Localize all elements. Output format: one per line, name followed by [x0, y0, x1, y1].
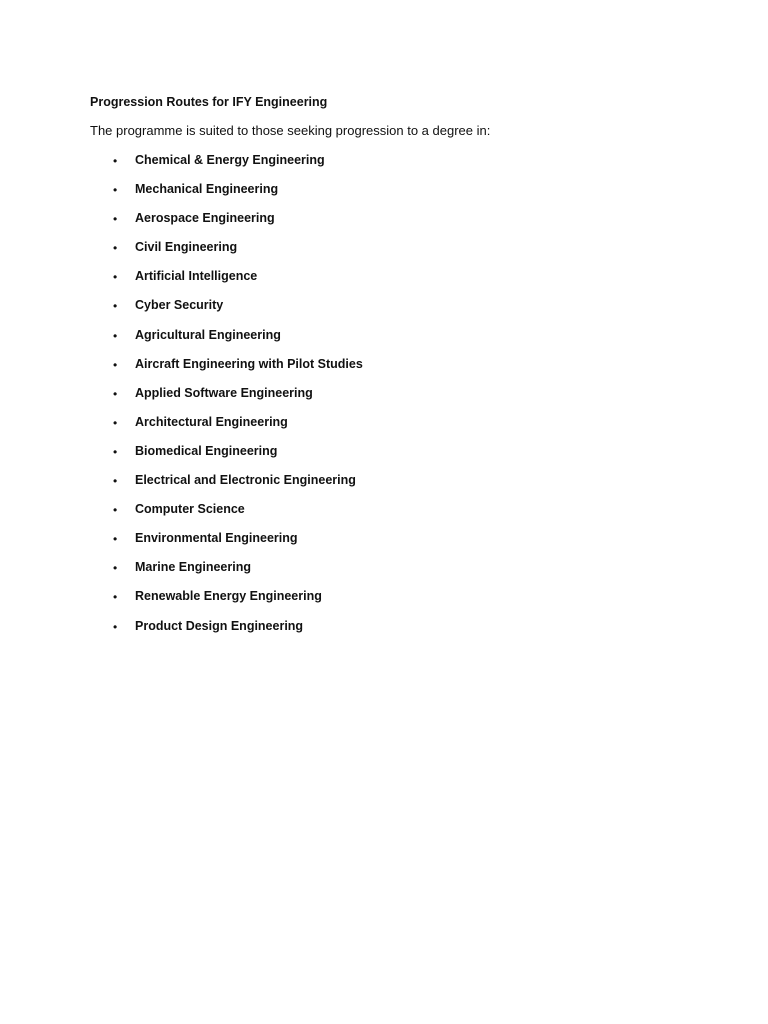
degree-label: Marine Engineering — [135, 560, 251, 575]
degree-label: Agricultural Engineering — [135, 327, 281, 342]
bullet-icon: • — [113, 328, 118, 343]
list-item — [0, 152, 600, 181]
bullet-icon: • — [113, 444, 118, 459]
degree-label: Civil Engineering — [135, 240, 238, 255]
bullet-icon: • — [113, 183, 118, 198]
list-item — [0, 297, 600, 326]
degree-label: Computer Science — [135, 502, 245, 517]
bullet-icon: • — [113, 561, 118, 576]
bullet-icon: • — [113, 532, 118, 547]
bullet-icon: • — [113, 415, 118, 430]
document-title: Progression Routes for IFY Engineering — [90, 95, 328, 109]
bullet-icon: • — [113, 241, 118, 256]
degree-label: Architectural Engineering — [135, 414, 288, 429]
bullet-icon: • — [113, 474, 118, 489]
degree-label: Environmental Engineering — [135, 531, 298, 546]
list-item — [0, 472, 600, 501]
bullet-icon: • — [113, 357, 118, 372]
list-item — [0, 618, 600, 647]
list-item — [0, 559, 600, 588]
intro-paragraph: The programme is suited to those seeking progression to a degree in: — [90, 123, 491, 138]
list-item — [0, 588, 600, 617]
list-item — [0, 210, 600, 239]
bullet-icon: • — [113, 386, 118, 401]
list-item — [0, 385, 600, 414]
degree-label: Product Design Engineering — [135, 618, 304, 633]
list-item — [0, 239, 600, 268]
degree-label: Electrical and Electronic Engineering — [135, 473, 356, 488]
list-item — [0, 327, 600, 356]
degree-label: Applied Software Engineering — [135, 385, 313, 400]
degree-label: Chemical & Energy Engineering — [135, 153, 325, 167]
list-item — [0, 443, 600, 472]
degree-label: Aerospace Engineering — [135, 211, 275, 226]
bullet-icon: • — [113, 299, 118, 314]
bullet-icon: • — [113, 590, 118, 605]
bullet-icon: • — [113, 212, 118, 227]
list-item — [0, 501, 600, 530]
degree-label: Mechanical Engineering — [135, 182, 279, 197]
degree-label: Cyber Security — [135, 298, 224, 313]
list-item — [0, 414, 600, 443]
list-item — [0, 268, 600, 297]
list-item — [0, 530, 600, 559]
degree-label: Biomedical Engineering — [135, 443, 278, 458]
list-item — [0, 356, 600, 385]
bullet-icon: • — [113, 619, 118, 634]
degree-label: Aircraft Engineering with Pilot Studies — [135, 356, 363, 371]
degree-label: Renewable Energy Engineering — [135, 589, 322, 604]
bullet-icon: • — [113, 503, 118, 518]
degree-list — [0, 152, 600, 647]
bullet-icon: • — [113, 270, 118, 285]
list-item — [0, 181, 600, 210]
bullet-icon: • — [113, 154, 118, 168]
degree-label: Artificial Intelligence — [135, 269, 258, 284]
